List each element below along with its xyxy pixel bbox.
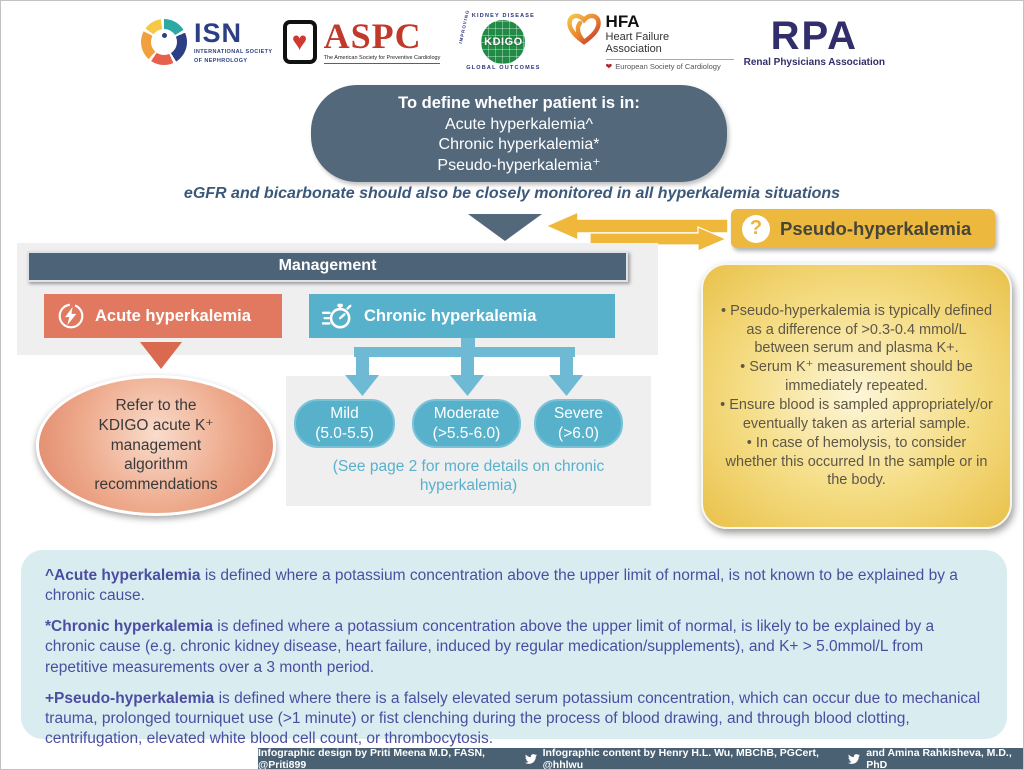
kdigo-referral-ellipse bbox=[36, 375, 276, 516]
credits-footer bbox=[258, 748, 1024, 769]
see-page-note: (See page 2 for more details on chronic hyperkalemia) bbox=[332, 458, 605, 495]
isn-abbr: ISN bbox=[194, 18, 243, 48]
aspc-heart-icon: ♥ bbox=[283, 20, 317, 64]
credit-design: Infographic design by Priti Meena M.D, FASN, @Priti899 bbox=[258, 746, 485, 770]
kdigo-left-text: IMPROVING bbox=[458, 8, 471, 45]
credit-content: Infographic content by Henry H.L. Wu, MBChB, PGCert, @hhlwu bbox=[542, 746, 819, 770]
define-line-pseudo: Pseudo-hyperkalemia⁺ bbox=[437, 156, 601, 174]
pseudo-header bbox=[731, 209, 995, 248]
monitor-note: eGFR and bicarbonate should also be closely monitored in all hyperkalemia situations bbox=[183, 185, 841, 202]
definitions-box bbox=[21, 550, 1007, 747]
pseudo-bullet: • Pseudo-hyperkalemia is typically defined as a difference of >0.3-0.4 mmol/L between serum and plasma K+. bbox=[720, 302, 993, 357]
severity-pill-moderate bbox=[412, 399, 521, 448]
acute-category-label: Acute hyperkalemia bbox=[95, 306, 251, 325]
acute-down-arrow-icon bbox=[140, 342, 182, 369]
ellipse-line: algorithm bbox=[124, 456, 188, 474]
define-bubble bbox=[311, 85, 727, 182]
pseudo-info-box bbox=[701, 263, 1012, 529]
definition-pseudo: +Pseudo-hyperkalemia is defined where there is a falsely elevated serum potassium concentration, which can occur due to mechanical trauma, prolonged tourniquet use (>1 minute) or fist clenching during the process of blood drawing, and through blood clotting, centrifugation, elevated white blood cell count, or thrombocytosis. bbox=[45, 689, 981, 747]
ellipse-line: recommendations bbox=[94, 476, 218, 494]
hfa-divider bbox=[606, 59, 734, 60]
branch-arrows-icon bbox=[341, 338, 587, 398]
kdigo-logo bbox=[450, 8, 556, 71]
hfa-heart-icon bbox=[567, 13, 601, 45]
ellipse-line: management bbox=[110, 436, 202, 454]
severity-pill-severe bbox=[534, 399, 623, 448]
define-line-chronic: Chronic hyperkalemia* bbox=[438, 136, 600, 154]
logo-row bbox=[141, 7, 885, 77]
pill-label: Moderate bbox=[433, 405, 500, 423]
severity-pill-mild bbox=[294, 399, 395, 448]
ellipse-line: Refer to the bbox=[115, 396, 197, 414]
pill-label: Severe bbox=[553, 405, 604, 423]
lightning-icon bbox=[57, 302, 85, 330]
define-line-acute: Acute hyperkalemia^ bbox=[444, 116, 594, 133]
acute-category-box bbox=[44, 294, 282, 338]
pill-label: Mild bbox=[330, 405, 359, 423]
hfa-line2: Association bbox=[605, 43, 662, 56]
isn-ring-icon bbox=[141, 19, 187, 65]
esc-label: European Society of Cardiology bbox=[615, 61, 721, 71]
aspc-abbr: ASPC bbox=[323, 16, 422, 57]
kdigo-globe-icon bbox=[481, 20, 525, 64]
hfa-line1: Heart Failure bbox=[605, 31, 670, 44]
rpa-sub: Renal Physicians Association bbox=[743, 56, 885, 68]
rpa-abbr: RPA bbox=[770, 13, 859, 58]
aspc-sub: The American Society for Preventive Cardiology bbox=[324, 55, 441, 64]
hfa-logo bbox=[567, 13, 734, 70]
pseudo-bullet: • In case of hemolysis, to consider whether this occurred In the sample or in the body. bbox=[725, 434, 988, 489]
isn-logo bbox=[141, 19, 272, 65]
kdigo-abbr: KDIGO bbox=[484, 36, 523, 48]
pseudo-header-label: Pseudo-hyperkalemia bbox=[780, 217, 972, 239]
pill-range: (>6.0) bbox=[558, 424, 599, 442]
pseudo-bullet: • Serum K⁺ measurement should be immediately repeated. bbox=[740, 359, 973, 395]
kdigo-bottom-text: GLOBAL OUTCOMES bbox=[466, 65, 541, 71]
twitter-icon bbox=[525, 753, 537, 765]
definition-chronic: *Chronic hyperkalemia is defined where a potassium concentration above the upper limit of normal, is likely to be explained by a chronic cause (e.g. chronic kidney disease, heart failure, induced by regular medication/supplements), and K+ > 5.0mmol/L from repetitive measurements over a 3 month period. bbox=[45, 618, 935, 676]
hfa-abbr: HFA bbox=[605, 12, 640, 32]
pill-range: (>5.5-6.0) bbox=[432, 424, 501, 442]
pill-range: (5.0-5.5) bbox=[315, 424, 374, 442]
definition-acute: ^Acute hyperkalemia is defined where a potassium concentration above the upper limit of normal, is not known to be explained by a chronic cause. bbox=[45, 567, 958, 605]
question-icon: ? bbox=[742, 215, 770, 243]
pseudo-bullet: • Ensure blood is sampled appropriately/or eventually taken as arterial sample. bbox=[720, 397, 993, 432]
define-title: To define whether patient is in: bbox=[398, 94, 640, 112]
ellipse-line: KDIGO acute K⁺ bbox=[98, 416, 214, 434]
esc-heart-icon: ❤ bbox=[605, 61, 613, 71]
rpa-logo bbox=[743, 13, 885, 68]
kdigo-top-text: KIDNEY DISEASE bbox=[471, 13, 536, 19]
stopwatch-icon bbox=[322, 300, 354, 332]
management-header: Management bbox=[27, 251, 628, 282]
isn-sub1: INTERNATIONAL SOCIETY bbox=[194, 49, 273, 55]
twitter-icon bbox=[848, 753, 860, 765]
isn-sub2: OF NEPHROLOGY bbox=[194, 57, 248, 64]
chronic-category-label: Chronic hyperkalemia bbox=[364, 306, 537, 325]
chronic-category-box bbox=[309, 294, 615, 338]
credit-extra: and Amina Rahkisheva, M.D., PhD bbox=[866, 746, 1012, 770]
aspc-logo bbox=[283, 16, 441, 64]
down-arrow-icon bbox=[468, 214, 542, 241]
